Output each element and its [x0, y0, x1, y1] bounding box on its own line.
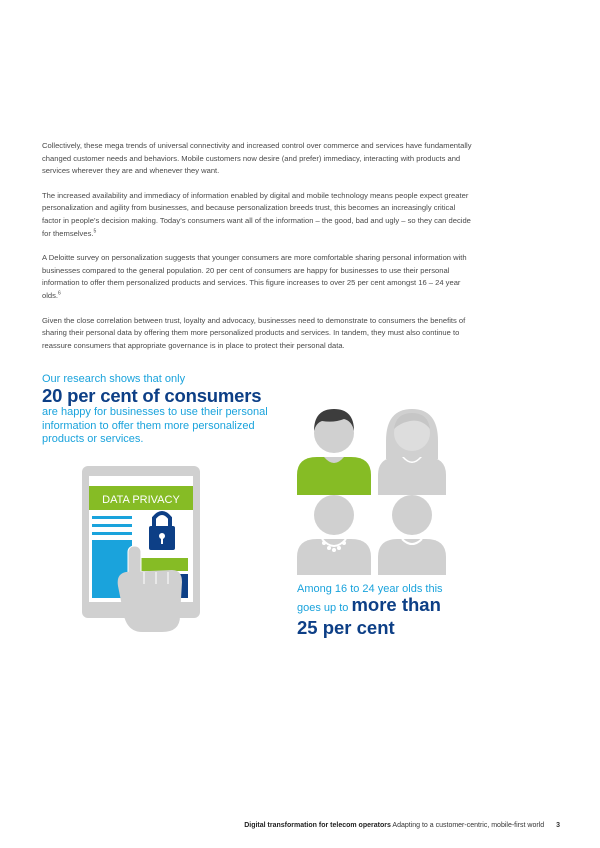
people-illustration: [292, 403, 452, 578]
youth-stat: [297, 582, 517, 639]
person-highlighted-icon: [297, 409, 371, 495]
youth-stat-value: 25 per cent: [297, 617, 395, 638]
callout-highlight: 20 per cent of consumers: [42, 385, 262, 406]
footnote-ref-6: 6: [58, 290, 61, 297]
page-number: 3: [556, 822, 560, 829]
footnote-ref-5: 5: [93, 228, 97, 235]
person-necklace-icon: [297, 495, 371, 575]
body-text: [42, 140, 472, 364]
youth-stat-line2: [297, 596, 517, 617]
youth-stat-prefix: goes up to: [297, 602, 349, 614]
screen-green-block: [140, 558, 188, 571]
youth-stat-line1: Among 16 to 24 year olds this: [297, 583, 443, 595]
paragraph-1: Collectively, these mega trends of universal connectivity and increased control over commerce and services have fundamentally changed customer needs and behaviors. Mobile customers now desire (and prefer) immediacy, interacting with products and services wherever they are and whenever they want.: [42, 141, 472, 176]
paragraph-2: [42, 190, 472, 240]
footer-subtitle: Adapting to a customer-centric, mobile-first world: [392, 822, 545, 829]
person-plain-icon: [378, 495, 446, 575]
screen-line: [92, 524, 132, 527]
paragraph-4: Given the close correlation between trust, loyalty and advocacy, businesses need to demonstrate to consumers the benefits of sharing their personal data by offering them more personalized products and services. In tandem, they must also continue to reassure consumers that appropriate governance is in place to protect their personal data.: [42, 315, 466, 350]
callout-lead: Our research shows that only: [42, 373, 186, 385]
footer: [244, 822, 560, 829]
paragraph-3: [42, 252, 472, 302]
person-woman-icon: [378, 409, 446, 495]
screen-line: [92, 532, 132, 535]
youth-stat-strong: more than: [351, 594, 441, 615]
footer-title: Digital transformation for telecom operators: [244, 822, 391, 829]
paragraph-2-text: The increased availability and immediacy of information enabled by digital and mobile technology means people expect greater personalization and agility from businesses, and because personalization breeds trust, this becomes an increasingly critical factor in people’s decision making. Today’s consumers want all of the information – the good, bad and ugly – so they can decide for themselves.: [42, 190, 471, 238]
callout-rest: are happy for businesses to use their personal information to offer them more personalized products or services.: [42, 406, 268, 445]
data-privacy-label: DATA PRIVACY: [102, 494, 180, 506]
callout: [42, 372, 282, 447]
screen-line: [92, 516, 132, 519]
paragraph-3-text: A Deloitte survey on personalization suggests that younger consumers are more comfortable sharing personal information with businesses compared to the general population. 20 per cent of consumers are happy for businesses to use their personal information to offer them personalized products and services. This figure increases to over 25 per cent amongst 16 – 24 year olds.: [42, 253, 467, 300]
tablet-illustration: [82, 466, 212, 636]
